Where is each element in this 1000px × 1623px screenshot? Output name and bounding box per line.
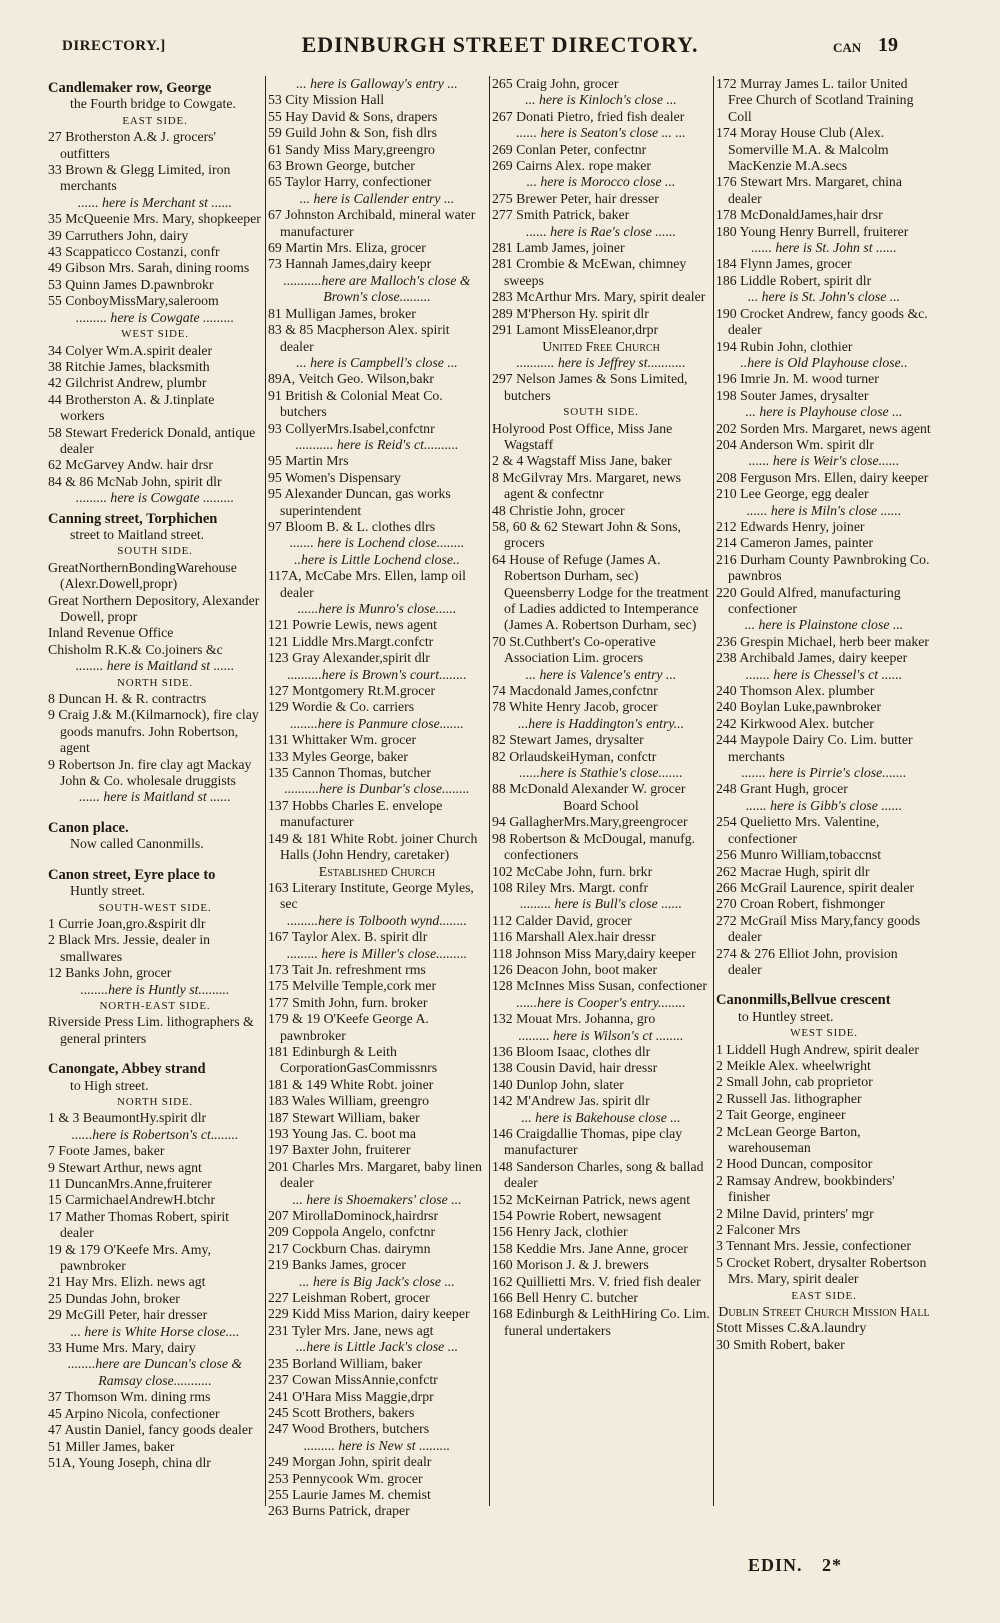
running-head-left: DIRECTORY.]: [62, 38, 166, 54]
directory-entry: 84 & 86 McNab John, spirit dlr: [48, 473, 222, 489]
cross-reference: ...........here are Malloch's close & Brown's close.........: [283, 272, 471, 305]
directory-entry: 201 Charles Mrs. Margaret, baby linen dealer: [268, 1158, 482, 1191]
directory-entry: 140 Dunlop John, slater: [492, 1076, 624, 1092]
directory-entry: 231 Tyler Mrs. Jane, news agt: [268, 1322, 434, 1338]
directory-entry: Riverside Press Lim. lithographers & general printers: [48, 1014, 254, 1046]
directory-entry: 132 Mouat Mrs. Johanna, gro: [492, 1011, 656, 1027]
street-description: Huntly street.: [70, 883, 146, 899]
directory-entry: Great Northern Depository, Alexander Dowell, propr: [48, 592, 260, 624]
directory-entry: 248 Grant Hugh, grocer: [716, 781, 848, 797]
cross-reference: ........here is Huntly st.........: [80, 981, 230, 997]
column-2: [268, 76, 486, 1520]
directory-entry: 15 CarmichaelAndrewH.btchr: [48, 1192, 216, 1208]
directory-entry: 121 Liddle Mrs.Margt.confctr: [268, 633, 434, 649]
directory-entry: 1 Liddell Hugh Andrew, spirit dealer: [716, 1041, 919, 1057]
directory-entry: 187 Stewart William, baker: [268, 1109, 420, 1125]
street-heading: Canonmills,Bellvue crescent: [716, 992, 891, 1009]
directory-entry: 196 Imrie Jn. M. wood turner: [716, 371, 879, 387]
directory-entry: 65 Taylor Harry, confectioner: [268, 174, 432, 190]
directory-entry: 158 Keddie Mrs. Jane Anne, grocer: [492, 1240, 688, 1256]
street-description: street to Maitland street.: [70, 526, 205, 542]
cross-reference: ... here is Shoemakers' close ...: [292, 1191, 462, 1207]
cross-reference: ... here is St. John's close ...: [747, 289, 901, 305]
side-heading: SOUTH-WEST SIDE.: [98, 901, 212, 914]
directory-entry: 42 Gilchrist Andrew, plumbr: [48, 375, 207, 391]
directory-entry: 127 Montgomery Rt.M.grocer: [268, 683, 436, 699]
directory-entry: 93 CollyerMrs.Isabel,confctnr: [268, 420, 435, 436]
column-rule-3: [713, 76, 714, 1506]
cross-reference: .........here is Tolbooth wynd........: [287, 912, 467, 928]
directory-entry: 29 McGill Peter, hair dresser: [48, 1307, 208, 1323]
directory-entry: 74 Macdonald James,confctnr: [492, 683, 658, 699]
street-description: the Fourth bridge to Cowgate.: [70, 96, 236, 112]
cross-reference: ... here is Callender entry ...: [299, 190, 455, 206]
directory-entry: 194 Rubin John, clothier: [716, 338, 853, 354]
street-description: to Huntley street.: [738, 1008, 834, 1024]
directory-entry: 59 Guild John & Son, fish dlrs: [268, 125, 438, 141]
cross-reference: ...... here is Rae's close ......: [526, 223, 676, 239]
side-heading: EAST SIDE.: [791, 1289, 857, 1302]
directory-entry: 69 Martin Mrs. Eliza, grocer: [268, 240, 426, 256]
directory-entry: 162 Quillietti Mrs. V. fried fish dealer: [492, 1273, 701, 1289]
directory-entry: 1 & 3 BeaumontHy.spirit dlr: [48, 1110, 207, 1126]
page-number: 19: [878, 34, 898, 56]
directory-entry: 148 Sanderson Charles, song & ballad dealer: [492, 1158, 704, 1191]
side-heading: NORTH-EAST SIDE.: [99, 999, 211, 1012]
directory-entry: 168 Edinburgh & LeithHiring Co. Lim. funeral undertakers: [492, 1306, 710, 1338]
directory-entry: 176 Stewart Mrs. Margaret, china dealer: [716, 174, 902, 206]
cross-reference: ......... here is Cowgate .........: [75, 490, 235, 506]
spacer: [48, 1047, 262, 1057]
cross-reference: ..........here is Brown's court........: [287, 666, 467, 682]
directory-entry: 2 Russell Jas. lithographer: [716, 1090, 862, 1106]
directory-entry: 5 Crocket Robert, drysalter Robertson Mrs. Mary, spirit dealer: [716, 1254, 927, 1287]
directory-entry: 275 Brewer Peter, hair dresser: [492, 190, 659, 206]
directory-entry: 108 Riley Mrs. Margt. confr: [492, 879, 649, 895]
cross-reference: ..here is Old Playhouse close..: [740, 354, 908, 370]
cross-reference: ......... here is Bull's close ......: [520, 896, 682, 912]
cross-reference: ......... here is Cowgate .........: [75, 309, 235, 325]
directory-entry: Chisholm R.K.& Co.joiners &c: [48, 641, 223, 657]
directory-entry: 220 Gould Alfred, manufacturing confectioner: [716, 584, 901, 616]
directory-entry: 34 Colyer Wm.A.spirit dealer: [48, 342, 213, 358]
directory-entry: 51 Miller James, baker: [48, 1438, 175, 1454]
cross-reference: ........here are Duncan's close & Ramsay close...........: [67, 1356, 243, 1388]
directory-entry: 78 White Henry Jacob, grocer: [492, 699, 658, 715]
cross-reference: ........... here is Reid's ct..........: [295, 436, 459, 452]
centered-entry: Board School: [563, 797, 639, 813]
side-heading: NORTH SIDE.: [117, 676, 193, 689]
directory-entry: 235 Borland William, baker: [268, 1355, 422, 1371]
directory-entry: 297 Nelson James & Sons Limited, butchers: [492, 371, 688, 403]
directory-entry: 67 Johnston Archibald, mineral water manufacturer: [268, 207, 476, 239]
directory-entry: 64 House of Refuge (James A. Robertson Durham, sec) Queensberry Lodge for the treatment of Ladies addicted to Intemperance (James A. Robertson Durham, sec): [492, 551, 709, 633]
directory-entry: 89A, Veitch Geo. Wilson,bakr: [268, 371, 435, 387]
directory-entry: 25 Dundas John, broker: [48, 1290, 180, 1306]
directory-entry: 217 Cockburn Chas. dairymn: [268, 1240, 431, 1256]
directory-entry: 45 Arpino Nicola, confectioner: [48, 1405, 220, 1421]
cross-reference: ... here is Morocco close ...: [526, 174, 676, 190]
directory-entry: 186 Liddle Robert, spirit dlr: [716, 272, 872, 288]
cross-reference: ... here is Big Jack's close ...: [299, 1273, 455, 1289]
cross-reference: ....... here is Pirrie's close.......: [741, 765, 907, 781]
directory-entry: 8 Duncan H. & R. contractrs: [48, 691, 207, 707]
directory-entry: 131 Whittaker Wm. grocer: [268, 732, 417, 748]
street-heading: Canning street, Torphichen: [48, 510, 218, 527]
cross-reference: ... here is White Horse close....: [70, 1323, 240, 1339]
directory-entry: Stott Misses C.&A.laundry: [716, 1320, 867, 1336]
directory-entry: 133 Myles George, baker: [268, 748, 408, 764]
directory-entry: 283 McArthur Mrs. Mary, spirit dealer: [492, 289, 706, 305]
directory-entry: 58, 60 & 62 Stewart John & Sons, grocers: [492, 518, 681, 551]
directory-entry: 2 & 4 Wagstaff Miss Jane, baker: [492, 453, 672, 469]
footer-sheet-mark: 2*: [822, 1555, 843, 1575]
directory-entry: 102 McCabe John, furn. brkr: [492, 863, 653, 879]
directory-entry: 95 Women's Dispensary: [268, 469, 401, 485]
directory-entry: 291 Lamont MissEleanor,drpr: [492, 322, 659, 338]
directory-entry: 149 & 181 White Robt. joiner Church Halls (John Hendry, caretaker): [268, 830, 478, 863]
directory-entry: 118 Johnson Miss Mary,dairy keeper: [492, 945, 696, 961]
directory-entry: 289 M'Pherson Hy. spirit dlr: [492, 305, 649, 321]
cross-reference: ......... here is Wilson's ct ........: [518, 1027, 684, 1043]
directory-entry: 270 Croan Robert, fishmonger: [716, 896, 885, 912]
directory-entry: 70 St.Cuthbert's Co-operative Association Lim. grocers: [492, 633, 656, 666]
directory-entry: 81 Mulligan James, broker: [268, 305, 416, 321]
cross-reference: ......here is Robertson's ct........: [71, 1126, 239, 1142]
directory-entry: 17 Mather Thomas Robert, spirit dealer: [48, 1208, 229, 1241]
directory-entry: 256 Munro William,tobaccnst: [716, 847, 882, 863]
directory-entry: 209 Coppola Angelo, confctnr: [268, 1224, 436, 1240]
directory-entry: 212 Edwards Henry, joiner: [716, 518, 865, 534]
cross-reference: ...... here is Maitland st ......: [79, 789, 231, 805]
directory-entry: 97 Bloom B. & L. clothes dlrs: [268, 518, 436, 534]
directory-entry: 204 Anderson Wm. spirit dlr: [716, 436, 875, 452]
directory-entry: 240 Boylan Luke,pawnbroker: [716, 699, 882, 715]
directory-entry: 112 Calder David, grocer: [492, 912, 632, 928]
directory-entry: 2 Black Mrs. Jessie, dealer in smallwares: [48, 932, 211, 964]
directory-entry: 35 McQueenie Mrs. Mary, shopkeeper: [48, 211, 261, 227]
directory-entry: 82 Stewart James, drysalter: [492, 732, 644, 748]
directory-entry: 269 Cairns Alex. rope maker: [492, 158, 652, 174]
directory-entry: 263 Burns Patrick, draper: [268, 1503, 410, 1519]
directory-entry: 82 OrlaudskeiHyman, confctr: [492, 748, 657, 764]
page-title: EDINBURGH STREET DIRECTORY.: [301, 32, 699, 57]
directory-entry: 219 Banks James, grocer: [268, 1257, 406, 1273]
directory-entry: 30 Smith Robert, baker: [716, 1336, 845, 1352]
directory-entry: 73 Hannah James,dairy keepr: [268, 256, 432, 272]
directory-entry: 62 McGarvey Andw. hair drsr: [48, 457, 214, 473]
directory-entry: GreatNorthernBondingWarehouse (Alexr.Dowell,propr): [48, 559, 237, 592]
directory-entry: 47 Austin Daniel, fancy goods dealer: [48, 1422, 253, 1438]
directory-entry: 91 British & Colonial Meat Co. butchers: [268, 387, 443, 420]
cross-reference: ....... here is Chessel's ct ......: [745, 666, 903, 682]
directory-entry: 95 Alexander Duncan, gas works superintendent: [268, 486, 451, 518]
directory-entry: 247 Wood Brothers, butchers: [268, 1421, 430, 1437]
cross-reference: ......here is Munro's close......: [297, 601, 457, 616]
directory-entry: 44 Brotherston A. & J.tinplate workers: [48, 391, 215, 424]
directory-entry: 123 Gray Alexander,spirit dlr: [268, 650, 430, 666]
column-rule-2: [489, 76, 490, 1506]
column-1: [48, 76, 262, 1471]
directory-entry: 9 Craig J.& M.(Kilmarnock), fire clay goods manufrs. John Robertson, agent: [48, 707, 259, 756]
cross-reference: ... here is Galloway's entry ...: [296, 76, 458, 91]
directory-entry: 175 Melville Temple,cork mer: [268, 978, 437, 994]
directory-entry: 237 Cowan MissAnnie,confctr: [268, 1372, 438, 1388]
cross-reference: ......here is Cooper's entry........: [516, 994, 686, 1010]
cross-reference: ...here is Haddington's entry...: [517, 715, 685, 731]
directory-entry: 142 M'Andrew Jas. spirit dlr: [492, 1093, 650, 1109]
directory-entry: 172 Murray James L. tailor United Free Church of Scotland Training Coll: [716, 76, 914, 124]
directory-entry: 281 Lamb James, joiner: [492, 240, 625, 256]
cross-reference: ...... here is St. John st ......: [751, 240, 897, 256]
street-heading: Canon place.: [48, 819, 129, 836]
page-footer: [748, 1555, 842, 1576]
cross-reference: ...... here is Gibb's close ......: [745, 797, 903, 813]
directory-entry: 117A, McCabe Mrs. Ellen, lamp oil dealer: [268, 568, 466, 600]
directory-entry: 266 McGrail Laurence, spirit dealer: [716, 879, 915, 895]
directory-entry: 229 Kidd Miss Marion, dairy keeper: [268, 1306, 470, 1322]
directory-entry: 12 Banks John, grocer: [48, 965, 172, 981]
directory-entry: 216 Durham County Pawnbroking Co. pawnbros: [716, 551, 930, 584]
side-heading: NORTH SIDE.: [117, 1095, 193, 1108]
directory-entry: Holyrood Post Office, Miss Jane Wagstaff: [492, 420, 673, 452]
directory-entry: 180 Young Henry Burrell, fruiterer: [716, 223, 909, 239]
directory-entry: 245 Scott Brothers, bakers: [268, 1404, 415, 1420]
directory-entry: 3 Tennant Mrs. Jessie, confectioner: [716, 1238, 911, 1254]
directory-entry: 116 Marshall Alex.hair dressr: [492, 929, 656, 945]
directory-entry: 7 Foote James, baker: [48, 1143, 165, 1159]
directory-entry: 240 Thomson Alex. plumber: [716, 683, 875, 699]
directory-entry: 177 Smith John, furn. broker: [268, 994, 428, 1010]
directory-entry: 2 Meikle Alex. wheelwright: [716, 1057, 871, 1073]
directory-entry: 236 Grespin Michael, herb beer maker: [716, 633, 930, 649]
street-heading: Canongate, Abbey strand: [48, 1061, 206, 1078]
directory-entry: 262 Macrae Hugh, spirit dlr: [716, 863, 870, 879]
directory-entry: 95 Martin Mrs: [268, 453, 349, 469]
cross-reference: ... here is Playhouse close ...: [745, 404, 903, 420]
directory-entry: 126 Deacon John, boot maker: [492, 961, 658, 977]
directory-entry: 152 McKeirnan Patrick, news agent: [492, 1191, 691, 1207]
directory-entry: 274 & 276 Elliot John, provision dealer: [716, 945, 898, 977]
cross-reference: ........ here is Maitland st ......: [75, 658, 235, 674]
directory-entry: 55 Hay David & Sons, drapers: [268, 108, 438, 124]
directory-entry: 61 Sandy Miss Mary,greengro: [268, 141, 435, 157]
cross-reference: ........here is Panmure close.......: [290, 715, 464, 731]
directory-entry: 181 Edinburgh & Leith CorporationGasCommissnrs: [268, 1043, 438, 1076]
side-heading: EAST SIDE.: [122, 114, 188, 127]
institution-heading: Established Church: [318, 863, 436, 879]
cross-reference: ..........here is Dunbar's close........: [284, 781, 470, 797]
directory-entry: 190 Crocket Andrew, fancy goods &c. dealer: [716, 305, 928, 338]
institution-heading: United Free Church: [542, 338, 660, 354]
directory-entry: 227 Leishman Robert, grocer: [268, 1290, 430, 1306]
directory-entry: 137 Hobbs Charles E. envelope manufacturer: [268, 797, 443, 830]
directory-entry: 254 Quelietto Mrs. Valentine, confectioner: [716, 814, 880, 846]
spacer: [48, 806, 262, 816]
directory-entry: 2 Tait George, engineer: [716, 1107, 846, 1123]
directory-entry: 2 Falconer Mrs: [716, 1222, 801, 1238]
directory-entry: 241 O'Hara Miss Maggie,drpr: [268, 1388, 434, 1404]
directory-entry: 269 Conlan Peter, confectnr: [492, 141, 647, 157]
directory-entry: 53 Quinn James D.pawnbrokr: [48, 276, 214, 292]
cross-reference: ...... here is Miln's close ......: [746, 502, 902, 518]
directory-entry: 160 Morison J. & J. brewers: [492, 1257, 649, 1273]
cross-reference: ..here is Little Lochend close..: [294, 551, 460, 567]
directory-entry: 202 Sorden Mrs. Margaret, news agent: [716, 420, 931, 436]
directory-entry: 173 Tait Jn. refreshment rms: [268, 961, 426, 977]
page-header: [0, 30, 1000, 70]
directory-entry: 207 MirollaDominock,hairdrsr: [268, 1208, 439, 1224]
directory-entry: 183 Wales William, greengro: [268, 1093, 430, 1109]
cross-reference: ......here is Stathie's close.......: [519, 765, 683, 781]
directory-entry: 214 Cameron James, painter: [716, 535, 874, 551]
directory-entry: 272 McGrail Miss Mary,fancy goods dealer: [716, 912, 921, 945]
directory-entry: 1 Currie Joan,gro.&spirit dlr: [48, 915, 206, 931]
directory-entry: 181 & 149 White Robt. joiner: [268, 1076, 434, 1092]
directory-entry: 53 City Mission Hall: [268, 92, 385, 108]
directory-entry: 198 Souter James, drysalter: [716, 387, 869, 403]
directory-entry: 178 McDonaldJames,hair drsr: [716, 207, 883, 223]
directory-entry: 38 Ritchie James, blacksmith: [48, 358, 210, 374]
side-heading: SOUTH SIDE.: [563, 406, 639, 419]
directory-entry: 2 Ramsay Andrew, bookbinders' finisher: [716, 1172, 895, 1205]
directory-entry: 163 Literary Institute, George Myles, sec: [268, 879, 474, 912]
cross-reference: ... here is Plainstone close ...: [744, 617, 904, 633]
directory-entry: 255 Laurie James M. chemist: [268, 1486, 431, 1502]
directory-entry: 83 & 85 Macpherson Alex. spirit dealer: [268, 322, 450, 354]
directory-entry: 197 Baxter John, fruiterer: [268, 1142, 411, 1158]
directory-entry: 11 DuncanMrs.Anne,fruiterer: [48, 1176, 212, 1191]
directory-entry: 55 ConboyMissMary,saleroom: [48, 293, 219, 309]
directory-entry: 267 Donati Pietro, fried fish dealer: [492, 108, 685, 124]
directory-entry: 238 Archibald James, dairy keeper: [716, 650, 908, 666]
directory-entry: 27 Brotherston A.& J. grocers' outfitters: [48, 129, 217, 161]
cross-reference: ....... here is Lochend close........: [289, 535, 465, 551]
directory-entry: 2 McLean George Barton, warehouseman: [716, 1123, 861, 1155]
cross-reference: ... here is Bakehouse close ...: [521, 1109, 681, 1125]
directory-entry: 193 Young Jas. C. boot ma: [268, 1126, 416, 1141]
side-heading: WEST SIDE.: [790, 1027, 858, 1040]
street-description: to High street.: [70, 1077, 149, 1093]
street-heading: Candlemaker row, George: [48, 80, 212, 96]
directory-entry: 136 Bloom Isaac, clothes dlr: [492, 1043, 651, 1059]
directory-entry: 174 Moray House Club (Alex. Somerville M.A. & Malcolm MacKenzie M.A.secs: [716, 125, 889, 174]
directory-entry: 281 Crombie & McEwan, chimney sweeps: [492, 256, 687, 288]
directory-entry: 249 Morgan John, spirit dealr: [268, 1454, 432, 1470]
directory-entry: 2 Small John, cab proprietor: [716, 1074, 873, 1090]
directory-entry: 210 Lee George, egg dealer: [716, 486, 869, 502]
directory-entry: 253 Pennycook Wm. grocer: [268, 1470, 423, 1486]
institution-heading: Dublin Street Church Mission Hall: [718, 1304, 930, 1320]
directory-entry: 208 Ferguson Mrs. Ellen, dairy keeper: [716, 469, 929, 485]
directory-entry: 156 Henry Jack, clothier: [492, 1224, 628, 1240]
street-description: Now called Canonmills.: [70, 836, 204, 852]
directory-entry: 21 Hay Mrs. Elizh. news agt: [48, 1274, 206, 1290]
spacer: [48, 853, 262, 863]
side-heading: WEST SIDE.: [121, 328, 189, 341]
directory-entry: 9 Stewart Arthur, news agnt: [48, 1159, 202, 1175]
directory-entry: 129 Wordie & Co. carriers: [268, 699, 415, 715]
directory-entry: 49 Gibson Mrs. Sarah, dining rooms: [48, 260, 250, 276]
section-catchword: CAN: [833, 40, 862, 55]
directory-entry: 63 Brown George, butcher: [268, 158, 415, 174]
directory-entry: 98 Robertson & McDougal, manufg. confectioners: [492, 830, 696, 863]
cross-reference: ...... here is Weir's close......: [748, 453, 900, 469]
directory-entry: 184 Flynn James, grocer: [716, 256, 852, 272]
cross-reference: ...... here is Seaton's close ... ...: [516, 125, 686, 141]
cross-reference: ... here is Campbell's close ...: [296, 354, 458, 370]
directory-entry: Inland Revenue Office: [48, 625, 174, 641]
directory-entry: 37 Thomson Wm. dining rms: [48, 1389, 211, 1405]
directory-entry: 277 Smith Patrick, baker: [492, 207, 630, 223]
directory-entry: 33 Hume Mrs. Mary, dairy: [48, 1340, 196, 1356]
directory-entry: 9 Robertson Jn. fire clay agt Mackay John & Co. wholesale druggists: [48, 756, 252, 789]
directory-entry: 33 Brown & Glegg Limited, iron merchants: [48, 162, 231, 194]
directory-entry: 179 & 19 O'Keefe George A. pawnbroker: [268, 1011, 429, 1043]
directory-entry: 167 Taylor Alex. B. spirit dlr: [268, 929, 428, 945]
cross-reference: ... here is Kinloch's close ...: [525, 92, 677, 108]
directory-entry: 19 & 179 O'Keefe Mrs. Amy, pawnbroker: [48, 1241, 211, 1274]
cross-reference: ...here is Little Jack's close ...: [295, 1339, 459, 1355]
directory-entry: 138 Cousin David, hair dressr: [492, 1060, 658, 1076]
directory-entry: 2 Hood Duncan, compositor: [716, 1156, 873, 1172]
directory-entry: 166 Bell Henry C. butcher: [492, 1290, 638, 1306]
cross-reference: ......... here is New st .........: [303, 1437, 451, 1453]
directory-entry: 58 Stewart Frederick Donald, antique dealer: [48, 424, 256, 456]
street-heading: Canon street, Eyre place to: [48, 866, 216, 883]
directory-entry: 128 McInnes Miss Susan, confectioner: [492, 978, 707, 994]
directory-entry: 154 Powrie Robert, newsagent: [492, 1208, 662, 1224]
footer-signature: EDIN.: [748, 1555, 803, 1575]
directory-entry: 242 Kirkwood Alex. butcher: [716, 715, 874, 731]
cross-reference: ... here is Valence's entry ...: [525, 666, 677, 682]
cross-reference: ........... here is Jeffrey st...........: [516, 354, 686, 370]
directory-entry: 39 Carruthers John, dairy: [48, 227, 189, 243]
column-3: [492, 76, 710, 1339]
cross-reference: ...... here is Merchant st ......: [77, 194, 233, 210]
directory-entry: 121 Powrie Lewis, news agent: [268, 617, 437, 633]
directory-entry: 2 Milne David, printers' mgr: [716, 1205, 874, 1221]
side-heading: SOUTH SIDE.: [117, 545, 193, 558]
directory-entry: 8 McGilvray Mrs. Margaret, news agent & confectnr: [492, 469, 682, 502]
directory-entry: 48 Christie John, grocer: [492, 502, 625, 518]
spacer: [716, 978, 932, 988]
directory-entry: 88 McDonald Alexander W. grocer: [492, 781, 686, 797]
directory-entry: 244 Maypole Dairy Co. Lim. butter merchants: [716, 732, 913, 764]
directory-entry: 135 Cannon Thomas, butcher: [268, 765, 431, 781]
directory-entry: 94 GallagherMrs.Mary,greengrocer: [492, 814, 688, 830]
directory-entry: 265 Craig John, grocer: [492, 76, 619, 91]
directory-entry: 51A, Young Joseph, china dlr: [48, 1454, 211, 1470]
cross-reference: ......... here is Miller's close.........: [286, 945, 468, 961]
column-rule-1: [265, 76, 266, 1506]
column-4: [716, 76, 932, 1353]
directory-entry: 146 Craigdallie Thomas, pipe clay manufacturer: [492, 1126, 683, 1158]
directory-entry: 43 Scappaticco Costanzi, confr: [48, 244, 220, 260]
